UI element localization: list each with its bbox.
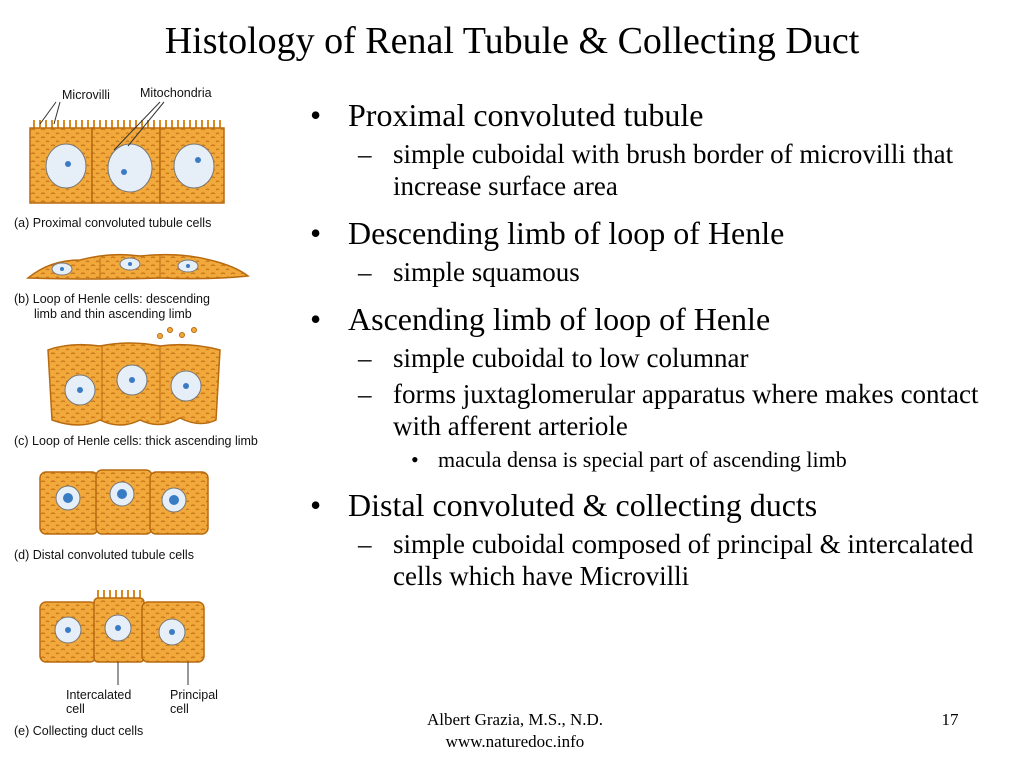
collecting-duct-cells-illustration: [40, 590, 204, 685]
microvilli-label: Microvilli: [62, 88, 110, 102]
caption-b-line2: limb and thin ascending limb: [34, 307, 192, 321]
dash-marker: –: [358, 139, 372, 169]
sub-bullet-descending: – simple squamous: [358, 257, 580, 287]
bullet-list: [308, 96, 1008, 592]
slide-title: Histology of Renal Tubule & Collecting Duct: [164, 20, 860, 62]
intercalated-label-line2: cell: [66, 702, 85, 716]
principal-label-line2: cell: [170, 702, 189, 716]
bullet-dot: •: [310, 215, 322, 251]
footer-author: Albert Grazia, M.S., N.D.: [426, 710, 604, 729]
sub-bullet-pct: – simple cuboidal with brush border of microvilli that increase surface area: [358, 139, 954, 201]
caption-e: (e) Collecting duct cells: [14, 724, 144, 738]
dash-marker: –: [358, 379, 372, 409]
intercalated-label-line1: Intercalated: [66, 688, 132, 702]
histology-illustration: [10, 80, 300, 750]
bullet-ascending: • Ascending limb of loop of Henle: [310, 301, 771, 337]
bullet-descending: • Descending limb of loop of Henle: [310, 215, 785, 251]
bullet-dot: •: [310, 487, 322, 523]
sub-sub-bullet-macula-densa: • macula densa is special part of ascending limb: [411, 447, 847, 472]
loop-henle-thick-cells-illustration: [48, 328, 220, 426]
bullet-dot: •: [310, 97, 322, 133]
bullet-distal: • Distal convoluted & collecting ducts: [310, 487, 818, 523]
bullet-dot: •: [411, 447, 419, 472]
histology-figure: [10, 80, 300, 750]
dash-marker: –: [358, 343, 372, 373]
footer-website: www.naturedoc.info: [445, 732, 585, 751]
bullet-pct: • Proximal convoluted tubule: [310, 97, 704, 133]
sub-bullet-distal: – simple cuboidal composed of principal & intercalated cells which have Microvilli: [358, 529, 974, 591]
caption-d: (d) Distal convoluted tubule cells: [14, 548, 194, 562]
loop-henle-thin-cells-illustration: [28, 254, 248, 279]
sub-bullet-ascending-2: – forms juxtaglomerular apparatus where makes contact with afferent arteriole: [358, 379, 979, 441]
footer-credit: [380, 709, 650, 753]
caption-a: (a) Proximal convoluted tubule cells: [14, 216, 212, 230]
mitochondria-label: Mitochondria: [140, 86, 212, 100]
dct-cells-illustration: [40, 470, 208, 534]
bullet-dot: •: [310, 301, 322, 337]
sub-bullet-ascending-1: – simple cuboidal to low columnar: [358, 343, 749, 373]
principal-label-line1: Principal: [170, 688, 218, 702]
caption-c: (c) Loop of Henle cells: thick ascending limb: [14, 434, 258, 448]
caption-b-line1: (b) Loop of Henle cells: descending: [14, 292, 210, 306]
pct-cells-illustration: [30, 102, 224, 203]
dash-marker: –: [358, 529, 372, 559]
dash-marker: –: [358, 257, 372, 287]
page-number: 17: [941, 710, 959, 729]
